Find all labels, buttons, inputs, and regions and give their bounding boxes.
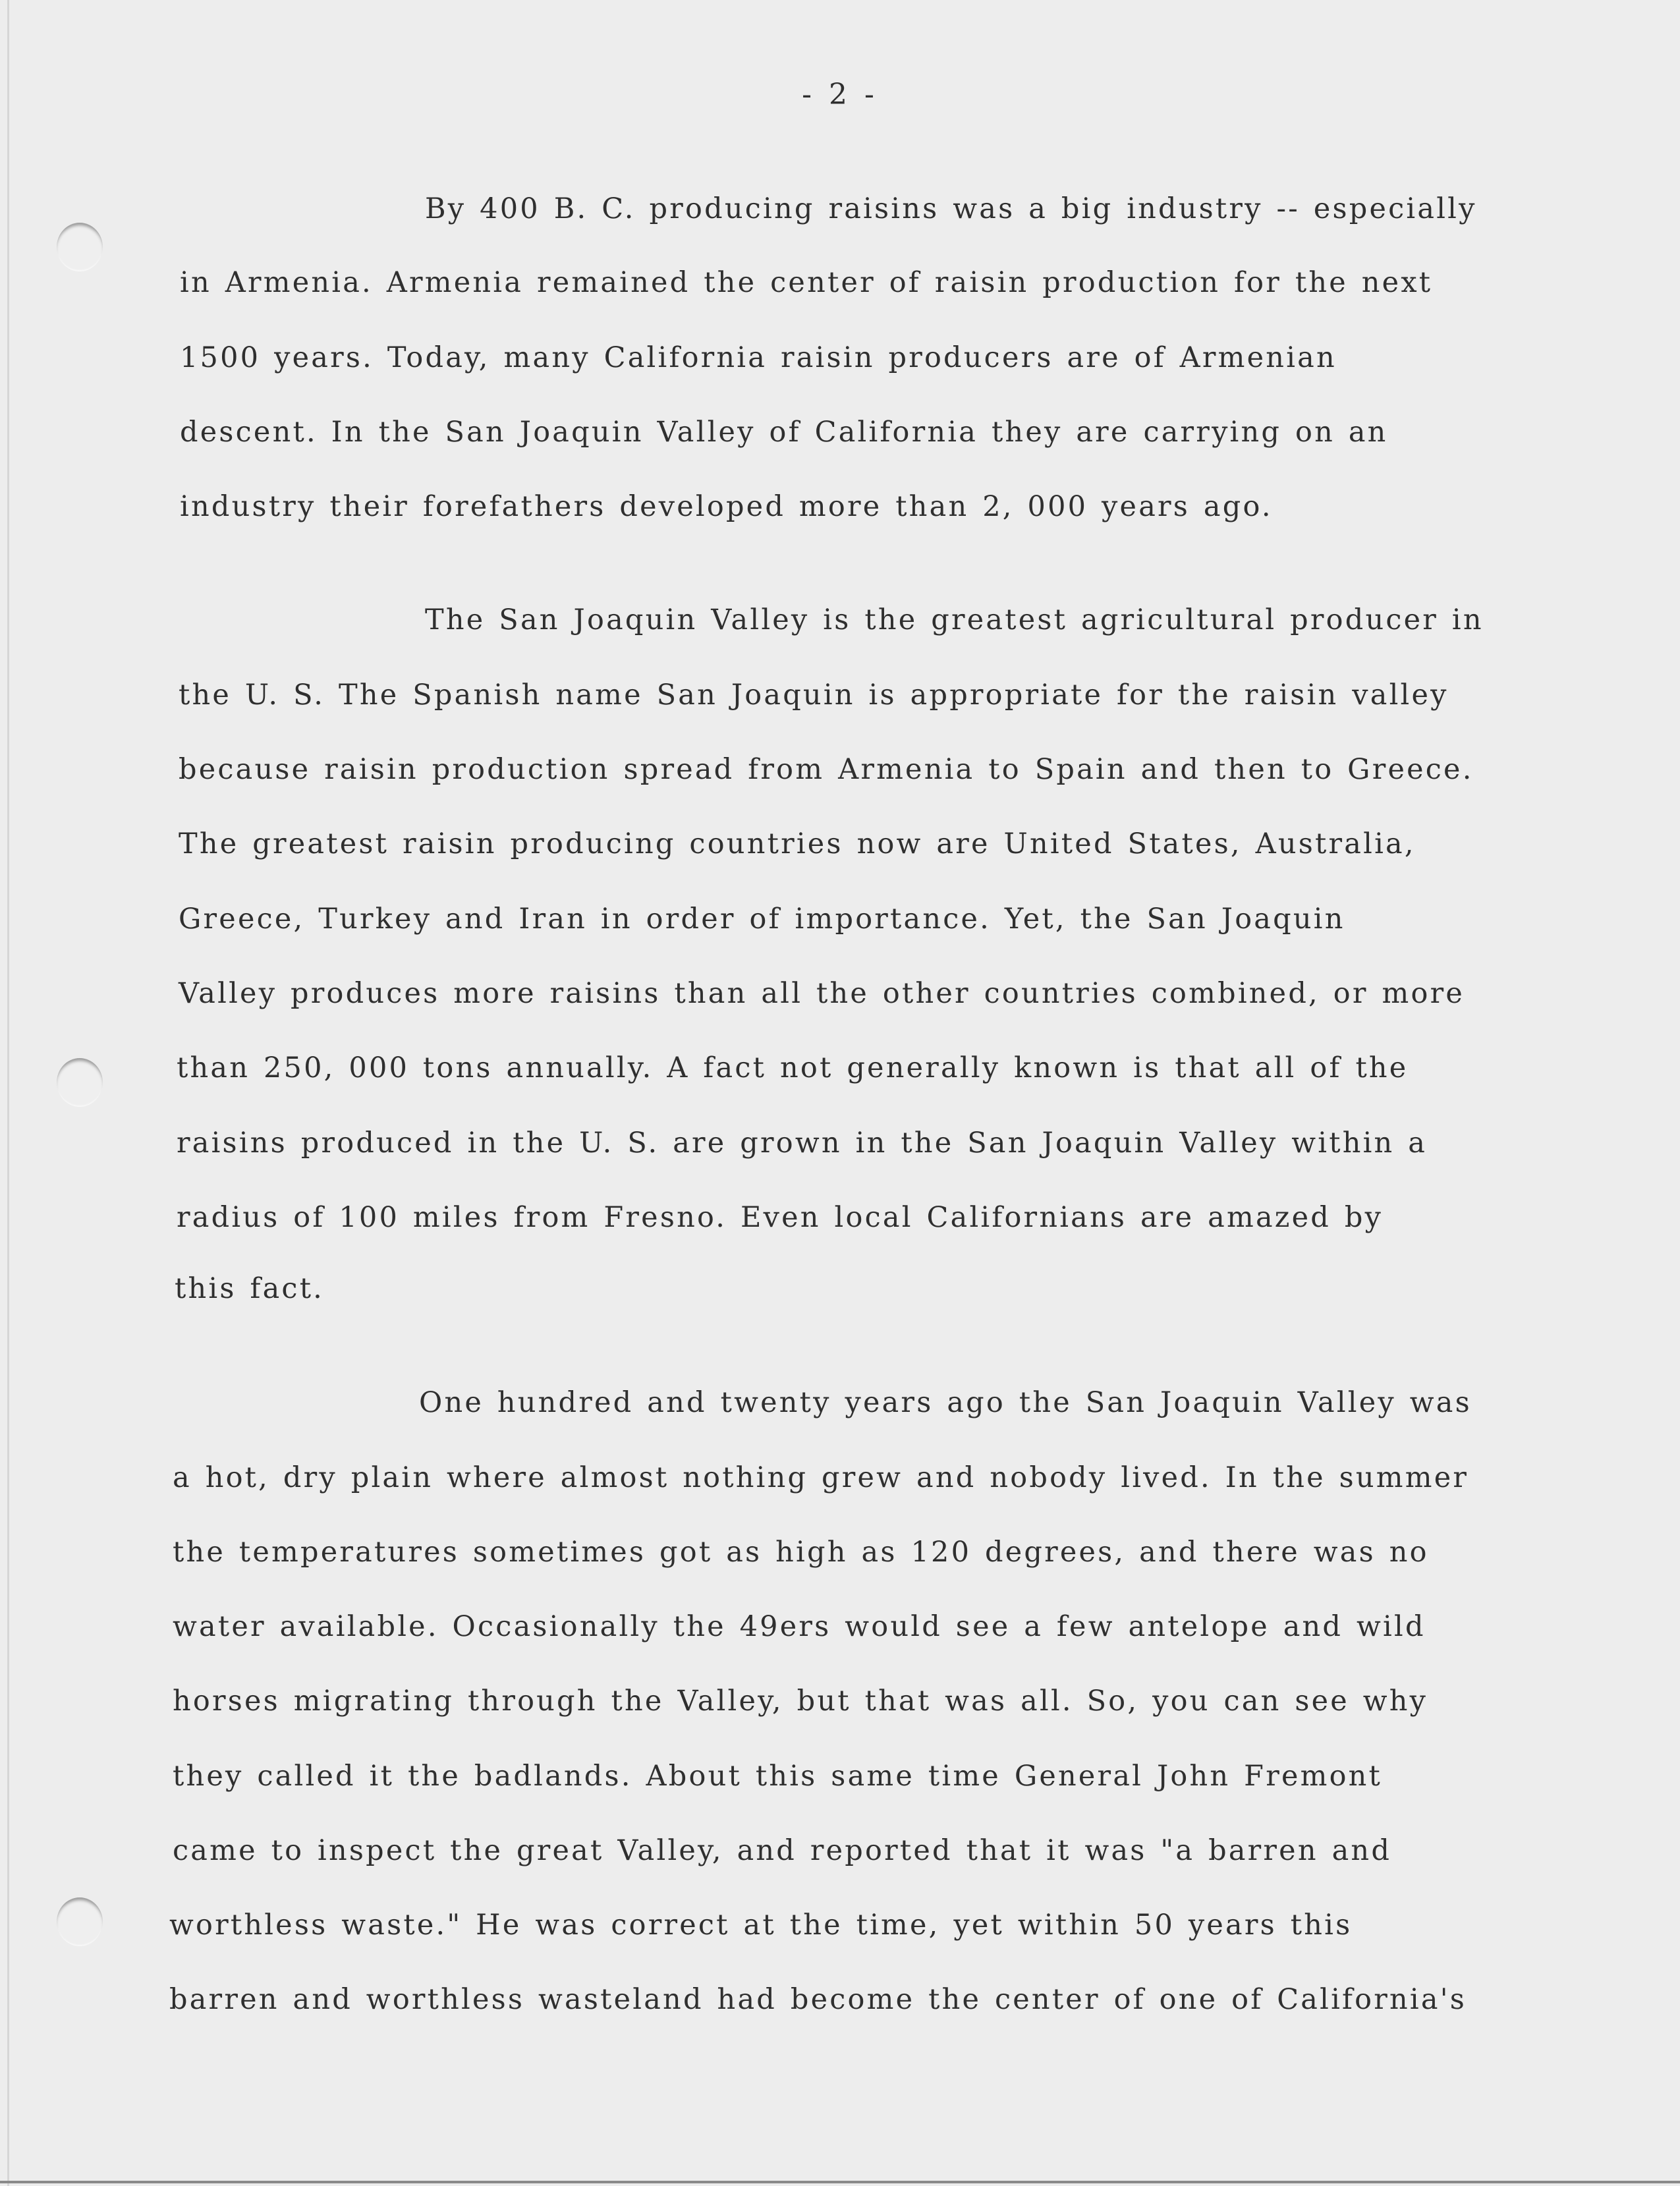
text-line: came to inspect the great Valley, and reported that it was "a barren and xyxy=(173,1834,1392,1867)
punch-hole-middle xyxy=(57,1058,103,1107)
text-line: Greece, Turkey and Iran in order of importance. Yet, the San Joaquin xyxy=(179,903,1345,936)
text-line: this fact. xyxy=(175,1272,325,1305)
text-line: they called it the badlands. About this same time General John Fremont xyxy=(173,1760,1383,1793)
text-line: The greatest raisin producing countries now are United States, Australia, xyxy=(179,827,1416,860)
text-line: because raisin production spread from Armenia to Spain and then to Greece. xyxy=(179,753,1474,786)
text-line: radius of 100 miles from Fresno. Even local Californians are amazed by xyxy=(177,1201,1384,1234)
text-line: Valley produces more raisins than all the other countries combined, or more xyxy=(179,977,1465,1010)
text-line: The San Joaquin Valley is the greatest agricultural producer in xyxy=(425,603,1484,636)
page-bottom-edge xyxy=(0,2181,1680,2183)
text-line: in Armenia. Armenia remained the center of raisin production for the next xyxy=(180,266,1433,299)
text-line: water available. Occasionally the 49ers would see a few antelope and wild xyxy=(173,1610,1426,1643)
page-edge-shadow xyxy=(7,0,9,2186)
text-line: the temperatures sometimes got as high as 120 degrees, and there was no xyxy=(173,1536,1429,1569)
page-number: - 2 - xyxy=(802,78,878,111)
text-line: One hundred and twenty years ago the San Joaquin Valley was xyxy=(419,1386,1472,1419)
text-line: industry their forefathers developed more than 2, 000 years ago. xyxy=(180,490,1273,523)
text-line: barren and worthless wasteland had become the center of one of California's xyxy=(169,1983,1467,2016)
text-line: horses migrating through the Valley, but that was all. So, you can see why xyxy=(173,1685,1428,1718)
text-line: the U. S. The Spanish name San Joaquin is appropriate for the raisin valley xyxy=(179,679,1449,712)
text-line: worthless waste." He was correct at the time, yet within 50 years this xyxy=(169,1909,1353,1942)
text-line: By 400 B. C. producing raisins was a big industry -- especially xyxy=(425,192,1477,225)
text-line: than 250, 000 tons annually. A fact not generally known is that all of the xyxy=(177,1051,1409,1084)
punch-hole-bottom xyxy=(57,1897,103,1946)
text-line: descent. In the San Joaquin Valley of California they are carrying on an xyxy=(180,416,1388,449)
punch-hole-top xyxy=(57,223,103,271)
text-line: raisins produced in the U. S. are grown in the San Joaquin Valley within a xyxy=(177,1127,1428,1160)
text-line: a hot, dry plain where almost nothing grew and nobody lived. In the summer xyxy=(173,1461,1469,1494)
text-line: 1500 years. Today, many California raisin producers are of Armenian xyxy=(180,341,1337,374)
